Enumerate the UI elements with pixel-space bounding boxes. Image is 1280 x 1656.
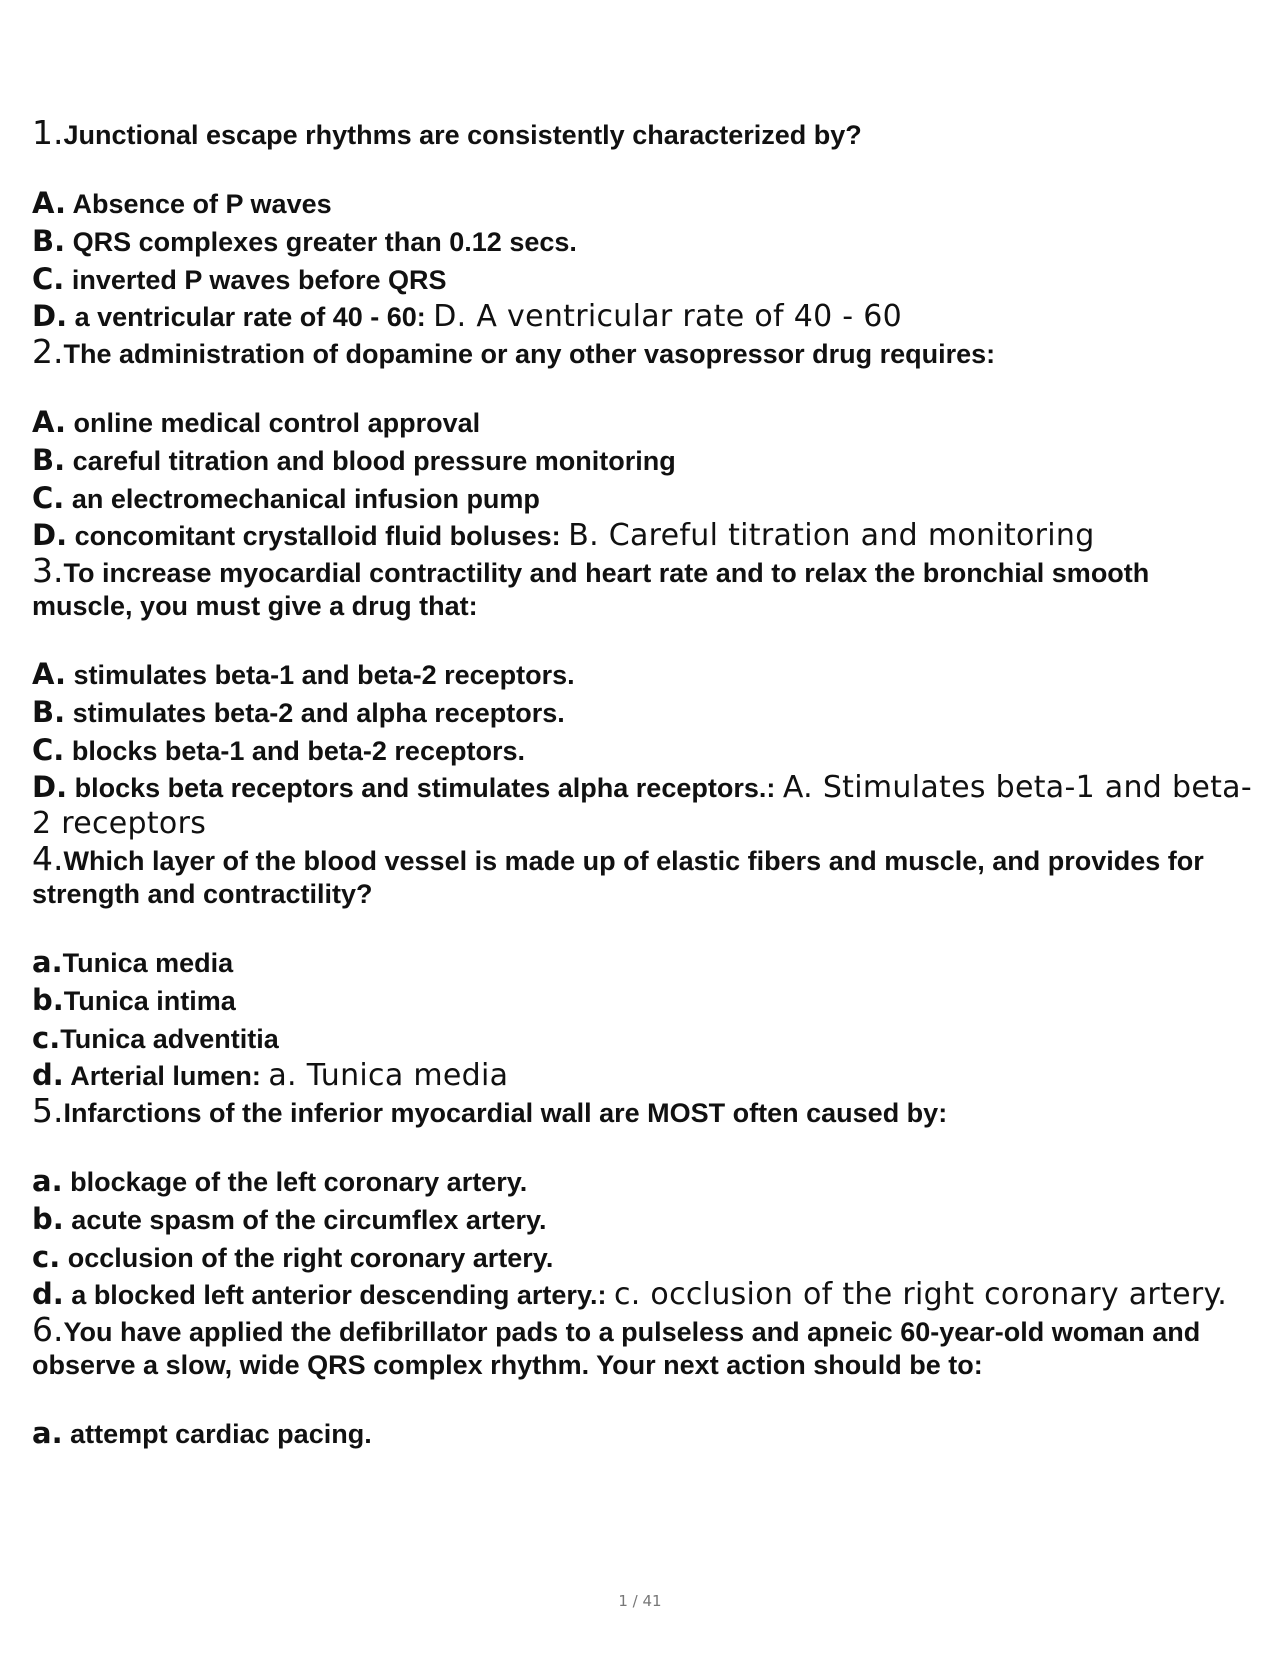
option-text: inverted P waves before QRS: [71, 265, 447, 295]
question-number: 1.: [32, 113, 64, 152]
option-c: [32, 261, 1252, 299]
option-text: stimulates beta-1 and beta-2 receptors.: [73, 660, 575, 690]
option-letter: A.: [32, 186, 66, 220]
option-letter: c.: [32, 1021, 61, 1055]
option-text: blocks beta receptors and stimulates alpha receptors.:: [74, 773, 776, 803]
question-number: 2.: [32, 332, 64, 371]
option-letter: B.: [32, 224, 66, 258]
question-number: 5.: [32, 1091, 64, 1130]
question-prompt: To increase myocardial contractility and heart rate and to relax the bronchial smooth muscle, you must give a drug that:: [32, 558, 1150, 621]
option-d: [32, 1058, 1252, 1094]
option-text: stimulates beta-2 and alpha receptors.: [72, 698, 565, 728]
option-letter: b.: [32, 1202, 64, 1236]
answer-text: D. A ventricular rate of 40 - 60: [433, 299, 903, 334]
option-text: blockage of the left coronary artery.: [70, 1167, 528, 1197]
option-text: occlusion of the right coronary artery.: [67, 1243, 554, 1273]
option-text: Absence of P waves: [72, 189, 332, 219]
option-d: [32, 299, 1252, 335]
option-letter: d.: [32, 1058, 64, 1092]
option-text: a blocked left anterior descending artery.:: [71, 1280, 607, 1310]
option-a: [32, 656, 1252, 694]
option-letter: B.: [32, 443, 66, 477]
option-a: [32, 1415, 1252, 1453]
option-letter: D.: [32, 518, 68, 552]
question-2: [32, 332, 1252, 554]
option-b: [32, 694, 1252, 732]
question-text: [32, 839, 1252, 911]
option-text: careful titration and blood pressure monitoring: [72, 446, 676, 476]
question-prompt: Infarctions of the inferior myocardial wall are MOST often caused by:: [63, 1098, 948, 1128]
option-a: [32, 944, 1252, 982]
answer-text: B. Careful titration and monitoring: [568, 518, 1095, 553]
answer-text: A. Stimulates beta-1 and beta-2 receptors: [32, 770, 1252, 841]
option-b: [32, 982, 1252, 1020]
option-letter: B.: [32, 695, 66, 729]
option-text: Tunica adventitia: [60, 1024, 279, 1054]
option-letter: a.: [32, 1164, 63, 1198]
question-4: [32, 839, 1252, 1094]
question-number: 4.: [32, 839, 64, 878]
option-text: online medical control approval: [73, 408, 481, 438]
option-text: a ventricular rate of 40 - 60:: [74, 302, 426, 332]
answer-text: c. occlusion of the right coronary artery.: [613, 1277, 1228, 1312]
answer-text: a. Tunica media: [268, 1058, 509, 1093]
question-text: [32, 1091, 1252, 1130]
option-d: [32, 770, 1252, 842]
document-page: [32, 113, 1252, 1453]
option-d: [32, 1277, 1252, 1313]
question-prompt: Junctional escape rhythms are consistently characterized by?: [63, 120, 862, 150]
question-prompt: You have applied the defibrillator pads to a pulseless and apneic 60-year-old woman and observe a slow, wide QRS complex rhythm. Your next action should be to:: [32, 1317, 1201, 1380]
question-prompt: The administration of dopamine or any other vasopressor drug requires:: [63, 339, 996, 369]
option-letter: C.: [32, 262, 65, 296]
question-1: [32, 113, 1252, 335]
option-c: [32, 732, 1252, 770]
option-text: QRS complexes greater than 0.12 secs.: [72, 227, 577, 257]
question-number: 3.: [32, 551, 64, 590]
option-letter: b.: [32, 983, 64, 1017]
option-letter: C.: [32, 481, 65, 515]
option-letter: C.: [32, 733, 65, 767]
option-text: Tunica media: [62, 948, 234, 978]
option-text: acute spasm of the circumflex artery.: [71, 1205, 547, 1235]
option-letter: d.: [32, 1277, 64, 1311]
question-5: [32, 1091, 1252, 1313]
option-text: concomitant crystalloid fluid boluses:: [74, 521, 561, 551]
option-text: Tunica intima: [63, 986, 236, 1016]
option-letter: A.: [32, 405, 66, 439]
option-c: [32, 1020, 1252, 1058]
option-letter: c.: [32, 1240, 61, 1274]
question-text: [32, 551, 1252, 623]
question-text: [32, 113, 1252, 152]
option-a: [32, 185, 1252, 223]
option-letter: D.: [32, 299, 68, 333]
option-a: [32, 404, 1252, 442]
option-a: [32, 1163, 1252, 1201]
question-text: [32, 332, 1252, 371]
option-text: blocks beta-1 and beta-2 receptors.: [71, 736, 525, 766]
option-letter: D.: [32, 770, 68, 804]
option-letter: A.: [32, 657, 66, 691]
option-c: [32, 480, 1252, 518]
option-text: an electromechanical infusion pump: [71, 484, 540, 514]
question-prompt: Which layer of the blood vessel is made up of elastic fibers and muscle, and provides for strength and contractility?: [32, 846, 1204, 909]
option-b: [32, 442, 1252, 480]
question-6: [32, 1310, 1252, 1453]
question-3: [32, 551, 1252, 842]
option-b: [32, 223, 1252, 261]
option-letter: a.: [32, 945, 63, 979]
option-b: [32, 1201, 1252, 1239]
option-d: [32, 518, 1252, 554]
option-letter: a.: [32, 1416, 63, 1450]
question-text: [32, 1310, 1252, 1382]
question-number: 6.: [32, 1310, 64, 1349]
option-text: attempt cardiac pacing.: [70, 1419, 372, 1449]
option-c: [32, 1239, 1252, 1277]
option-text: Arterial lumen:: [70, 1061, 261, 1091]
page-indicator: 1 / 41: [618, 1592, 662, 1610]
